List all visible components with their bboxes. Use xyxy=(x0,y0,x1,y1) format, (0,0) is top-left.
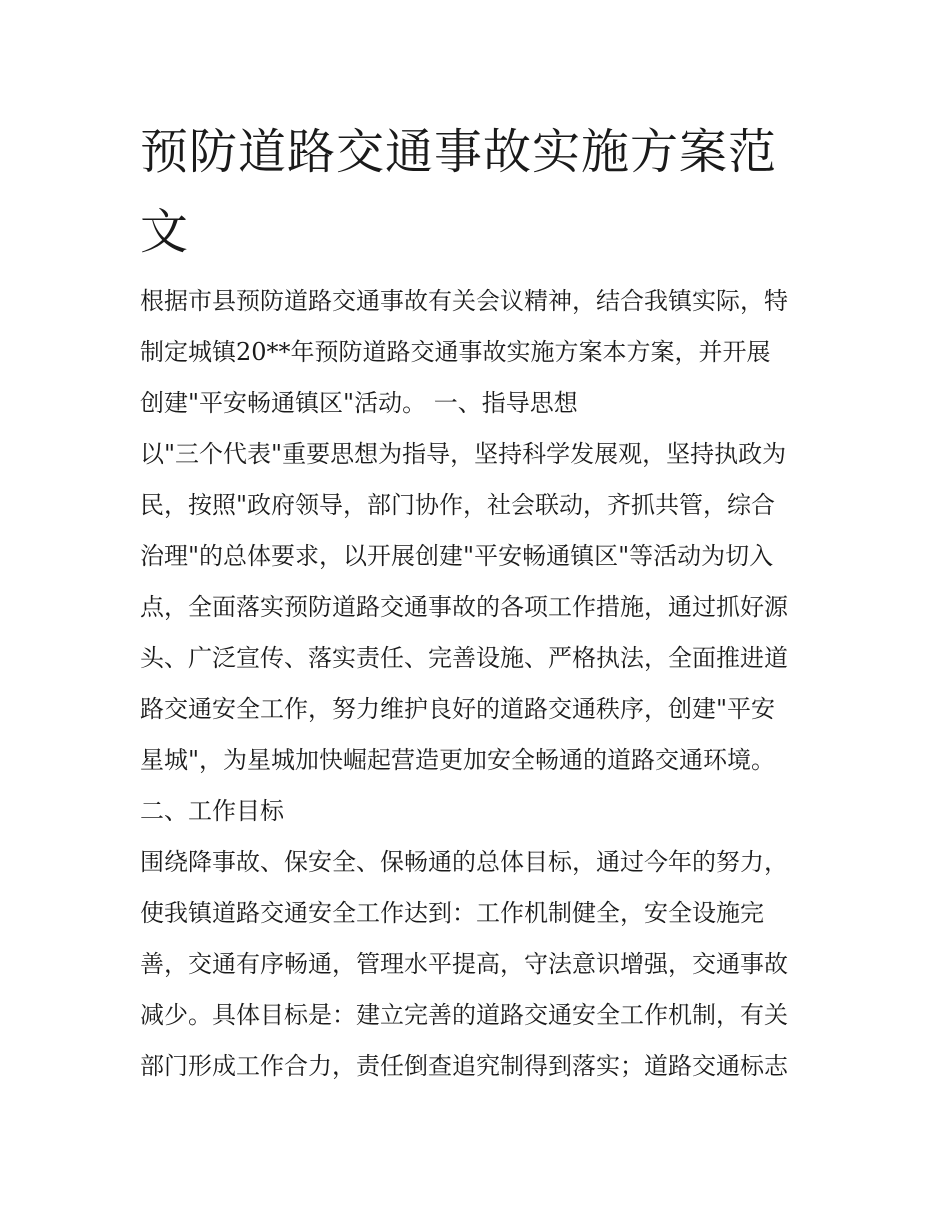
body-line: 路交通安全工作，努力维护良好的道路交通秩序，创建"平安 xyxy=(140,695,776,723)
body-line: 围绕降事故、保安全、保畅通的总体目标，通过今年的努力， xyxy=(140,848,788,876)
body-line: 创建"平安畅通镇区"活动。 一、指导思想 xyxy=(140,389,578,417)
body-line: 民，按照"政府领导，部门协作，社会联动，齐抓共管，综合 xyxy=(140,491,776,519)
document-body xyxy=(140,276,820,1092)
body-line: 制定城镇20**年预防道路交通事故实施方案本方案，并开展 xyxy=(140,338,771,366)
body-line: 减少。具体目标是：建立完善的道路交通安全工作机制，有关 xyxy=(140,1001,788,1029)
body-line: 点，全面落实预防道路交通事故的各项工作措施，通过抓好源 xyxy=(140,593,788,621)
body-line: 使我镇道路交通安全工作达到：工作机制健全，安全设施完 xyxy=(140,899,764,927)
body-line: 善，交通有序畅通，管理水平提高，守法意识增强，交通事故 xyxy=(140,950,788,978)
body-line: 部门形成工作合力，责任倒查追究制得到落实；道路交通标志 xyxy=(140,1052,788,1080)
body-line: 根据市县预防道路交通事故有关会议精神，结合我镇实际，特 xyxy=(140,287,788,315)
body-line: 星城"，为星城加快崛起营造更加安全畅通的道路交通环境。 xyxy=(140,746,776,774)
body-line: 头、广泛宣传、落实责任、完善设施、严格执法，全面推进道 xyxy=(140,644,788,672)
document-title: 预防道路交通事故实施方案范文 xyxy=(140,124,778,260)
body-line: 治理"的总体要求，以开展创建"平安畅通镇区"等活动为切入 xyxy=(140,542,774,570)
body-line: 以"三个代表"重要思想为指导，坚持科学发展观，坚持执政为 xyxy=(140,440,787,468)
section-heading: 二、工作目标 xyxy=(140,797,284,825)
